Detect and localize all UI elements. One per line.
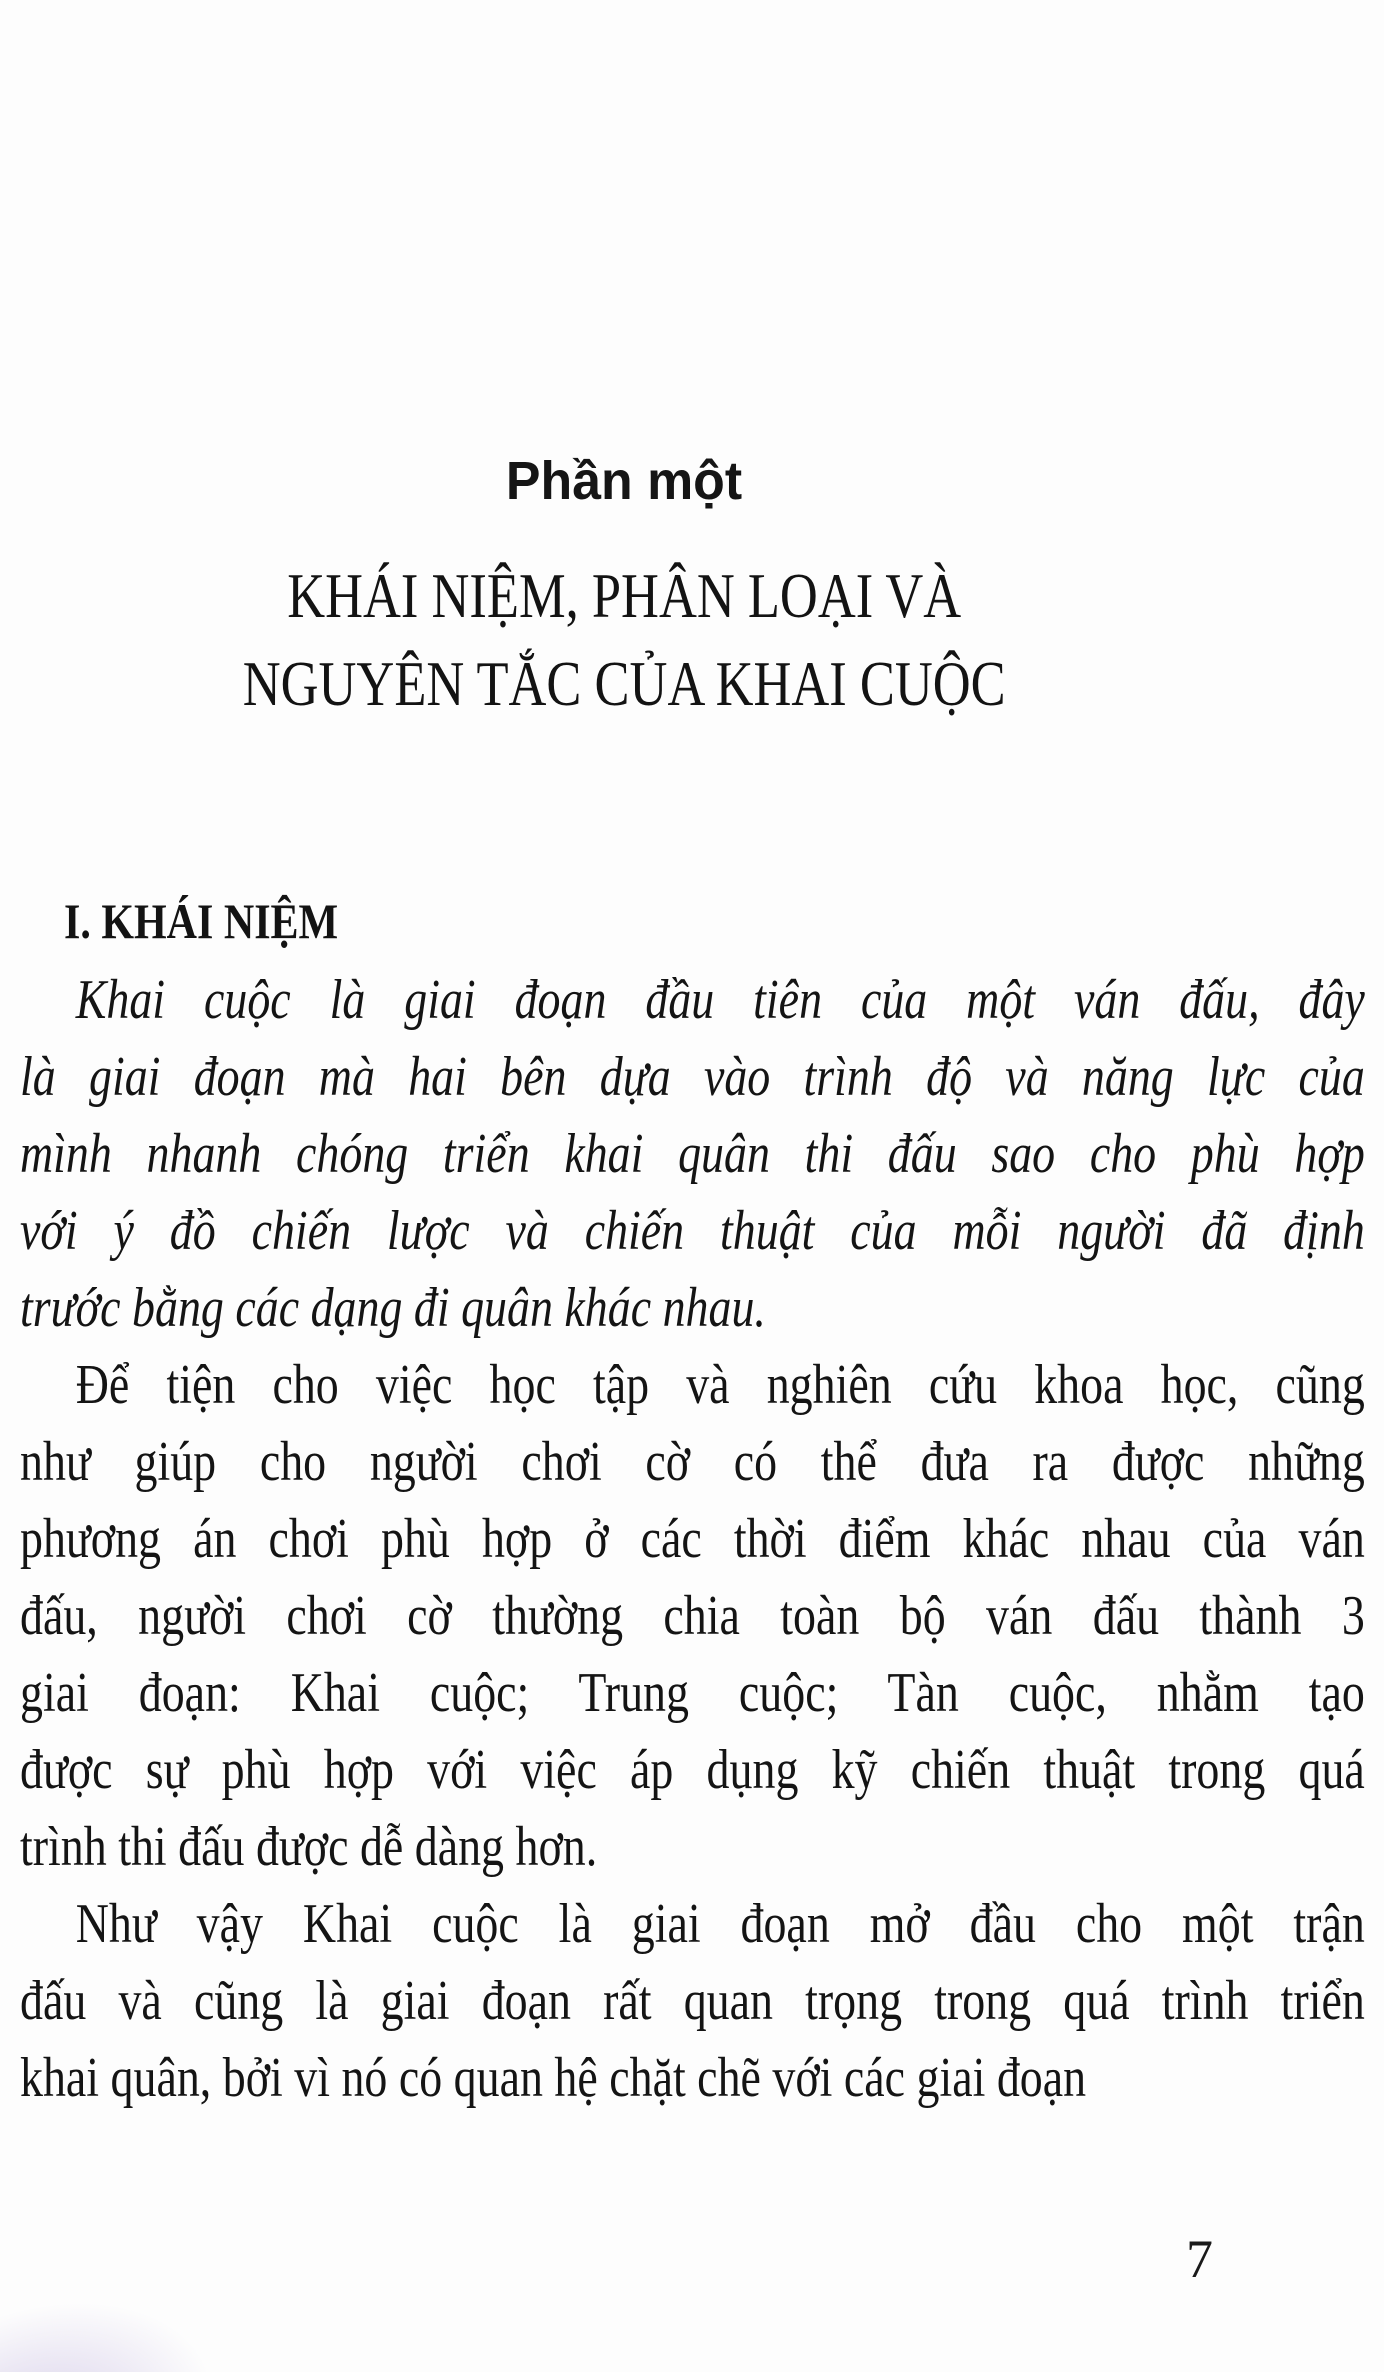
paragraph-line: giai đoạn: Khai cuộc; Trung cuộc; Tàn cuộc, nhằm tạo bbox=[20, 1662, 1365, 1724]
body-text bbox=[20, 962, 1365, 2117]
chapter-title-inner bbox=[243, 552, 1006, 728]
page-number: 7 bbox=[1186, 2229, 1213, 2289]
paragraph-line: Khai cuộc là giai đoạn đầu tiên của một ván đấu, đây bbox=[75, 969, 1365, 1031]
chapter-title bbox=[0, 552, 1316, 728]
paragraph-line: đấu và cũng là giai đoạn rất quan trọng trong quá trình triển bbox=[20, 1970, 1365, 2032]
paragraph-line: đấu, người chơi cờ thường chia toàn bộ ván đấu thành 3 bbox=[20, 1585, 1365, 1647]
paragraph-line: là giai đoạn mà hai bên dựa vào trình độ và năng lực của bbox=[20, 1046, 1365, 1108]
scan-smudge-artifact bbox=[0, 2254, 230, 2372]
paragraph-line: mình nhanh chóng triển khai quân thi đấu sao cho phù hợp bbox=[20, 1123, 1365, 1185]
paragraph-line: trước bằng các dạng đi quân khác nhau. bbox=[20, 1277, 766, 1339]
paragraph-line: với ý đồ chiến lược và chiến thuật của mỗi người đã định bbox=[20, 1200, 1365, 1262]
chapter-title-line-2: NGUYÊN TẮC CỦA KHAI CUỘC bbox=[242, 648, 1006, 719]
paragraph-line: Như vậy Khai cuộc là giai đoạn mở đầu cho một trận bbox=[75, 1893, 1365, 1955]
part-label-row bbox=[0, 450, 1316, 512]
paragraph-line: trình thi đấu được dễ dàng hơn. bbox=[20, 1816, 598, 1878]
paragraph-line: khai quân, bởi vì nó có quan hệ chặt chẽ với các giai đoạn bbox=[20, 2047, 1087, 2109]
part-label: Phần một bbox=[505, 451, 743, 511]
paragraph-line: được sự phù hợp với việc áp dụng kỹ chiến thuật trong quá bbox=[20, 1739, 1365, 1801]
section-heading: I. KHÁI NIỆM bbox=[64, 893, 339, 949]
paragraph-line: như giúp cho người chơi cờ có thể đưa ra được những bbox=[20, 1431, 1365, 1493]
paragraph-line: Để tiện cho việc học tập và nghiên cứu khoa học, cũng bbox=[75, 1354, 1365, 1416]
paragraph-line: phương án chơi phù hợp ở các thời điểm khác nhau của ván bbox=[20, 1508, 1365, 1570]
chapter-title-line-1: KHÁI NIỆM, PHÂN LOẠI VÀ bbox=[287, 560, 961, 631]
